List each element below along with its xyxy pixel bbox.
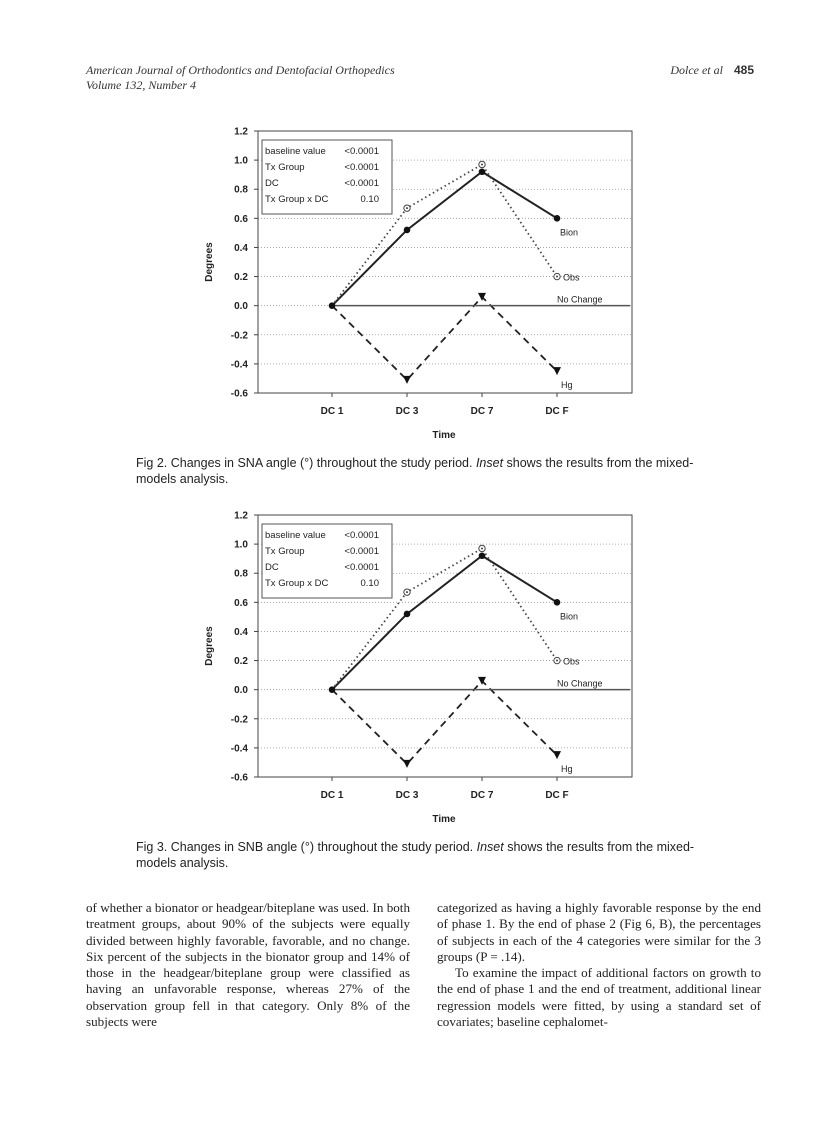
inset-p-value: <0.0001: [344, 162, 379, 173]
journal-volume: Volume 132, Number 4: [86, 78, 196, 92]
y-tick-label: 0.6: [234, 597, 248, 609]
chart-svg: [195, 502, 635, 832]
point-bion: [479, 168, 486, 175]
inset-p-value: <0.0001: [344, 562, 379, 573]
body-paragraph-right-1: categorized as having a highly favorable response by the end of phase 1. By the end of phase 2 (Fig 6, B), the percentages of subjects in each of the 4 categories were similar for the 3 groups (P = .14).: [437, 900, 761, 964]
inset-term: Tx Group: [265, 162, 305, 173]
origin-point: [329, 302, 336, 309]
body-column-left: [86, 900, 410, 1030]
y-tick-label: -0.6: [230, 772, 248, 784]
inset-term: Tx Group x DC: [265, 578, 329, 589]
figure-3-label: Fig 3.: [136, 840, 168, 854]
y-tick-label: -0.4: [230, 359, 248, 371]
point-hg: [553, 367, 561, 375]
point-center-obs: [556, 660, 558, 662]
inset-p-value: <0.0001: [344, 146, 379, 157]
figure-2-caption-rest: shows the results from the mixed-models analysis.: [136, 456, 694, 486]
y-tick-label: 1.0: [234, 539, 248, 551]
y-tick-label: 0.2: [234, 272, 248, 284]
point-center-obs: [481, 163, 483, 165]
x-axis-title: Time: [432, 430, 456, 441]
point-bion: [404, 611, 411, 618]
y-tick-label: 0.2: [234, 656, 248, 668]
running-authors: Dolce et al: [670, 63, 723, 77]
y-tick-label: 0.6: [234, 213, 248, 225]
x-tick-label: DC 7: [470, 790, 494, 801]
inset-p-value: 0.10: [360, 578, 379, 589]
point-hg: [553, 751, 561, 759]
y-tick-label: 0.0: [234, 301, 248, 313]
series-line-hg: [332, 297, 557, 380]
origin-point: [329, 686, 336, 693]
y-tick-label: 0.4: [234, 242, 248, 254]
journal-title: American Journal of Orthodontics and Dentofacial Orthopedics: [86, 63, 395, 77]
inset-p-value: 0.10: [360, 194, 379, 205]
point-bion: [554, 215, 561, 222]
point-bion: [554, 599, 561, 606]
figure-2-caption-text: Changes in SNA angle (°) throughout the study period.: [167, 456, 476, 470]
series-label-obs: Obs: [563, 272, 580, 283]
series-label-hg: Hg: [561, 764, 573, 775]
y-tick-label: -0.4: [230, 743, 248, 755]
inset-p-value: <0.0001: [344, 178, 379, 189]
running-header-right: [670, 63, 754, 78]
y-tick-label: -0.6: [230, 388, 248, 400]
x-axis-title: Time: [432, 814, 456, 825]
y-tick-label: -0.2: [230, 330, 248, 342]
figure-2-caption: [136, 455, 716, 487]
y-tick-label: -0.2: [230, 714, 248, 726]
series-label-no-change: No Change: [557, 678, 603, 689]
x-tick-label: DC F: [545, 406, 569, 417]
inset-term: DC: [265, 178, 279, 189]
y-tick-label: 0.8: [234, 184, 248, 196]
point-hg: [403, 376, 411, 384]
series-label-obs: Obs: [563, 656, 580, 667]
y-tick-label: 0.4: [234, 626, 248, 638]
figure-2-chart: [195, 118, 635, 448]
y-tick-label: 1.0: [234, 155, 248, 167]
y-tick-label: 0.8: [234, 568, 248, 580]
inset-term: baseline value: [265, 146, 326, 157]
inset-term: Tx Group: [265, 546, 305, 557]
figure-2-caption-emph: Inset: [475, 456, 504, 470]
inset-term: Tx Group x DC: [265, 194, 329, 205]
figure-3-caption-rest: shows the results from the mixed-models analysis.: [136, 840, 695, 870]
running-header-journal: [86, 63, 395, 93]
y-tick-label: 1.2: [234, 510, 248, 522]
page-number: 485: [733, 63, 754, 77]
point-center-obs: [406, 207, 408, 209]
series-label-bion: Bion: [560, 611, 579, 622]
series-label-no-change: No Change: [557, 294, 603, 305]
y-axis-title: Degrees: [204, 242, 215, 282]
inset-p-value: <0.0001: [344, 530, 379, 541]
inset-term: DC: [265, 562, 279, 573]
figure-3-caption: [136, 839, 716, 871]
figure-3-caption-emph: Inset: [476, 840, 504, 854]
point-hg: [403, 760, 411, 768]
x-tick-label: DC 1: [320, 790, 344, 801]
series-line-hg: [332, 681, 557, 764]
figure-3-caption-text: Changes in SNB angle (°) throughout the study period.: [167, 840, 477, 854]
x-tick-label: DC F: [545, 790, 569, 801]
x-tick-label: DC 7: [470, 406, 494, 417]
x-tick-label: DC 3: [395, 406, 419, 417]
y-axis-title: Degrees: [204, 626, 215, 666]
inset-term: baseline value: [265, 530, 326, 541]
inset-p-value: <0.0001: [344, 546, 379, 557]
x-tick-label: DC 3: [395, 790, 419, 801]
body-column-right: [437, 900, 761, 1030]
chart-svg: [195, 118, 635, 448]
point-bion: [479, 552, 486, 559]
figure-3-chart: [195, 502, 635, 832]
point-bion: [404, 227, 411, 234]
body-paragraph-right-2: To examine the impact of additional factors on growth to the end of phase 1 and the end of treatment, additional linear regression models were fitted, by using a standard set of covariates; baseline cephalomet-: [437, 965, 761, 1030]
series-label-hg: Hg: [561, 380, 573, 391]
y-tick-label: 1.2: [234, 126, 248, 138]
y-tick-label: 0.0: [234, 685, 248, 697]
figure-2-label: Fig 2.: [136, 456, 168, 470]
body-paragraph-left: of whether a bionator or headgear/biteplane was used. In both treatment groups, about 90% of the subjects were equally divided between highly favorable, favorable, and no change. Six percent of the subjects in the bionator group and 14% of those in the headgear/biteplane group were classified as having an unfavorable response, whereas 27% of the observation group fell in that category. Only 8% of the subjects were: [86, 900, 410, 1030]
point-center-obs: [406, 591, 408, 593]
x-tick-label: DC 1: [320, 406, 344, 417]
point-center-obs: [481, 547, 483, 549]
series-label-bion: Bion: [560, 227, 579, 238]
point-center-obs: [556, 276, 558, 278]
